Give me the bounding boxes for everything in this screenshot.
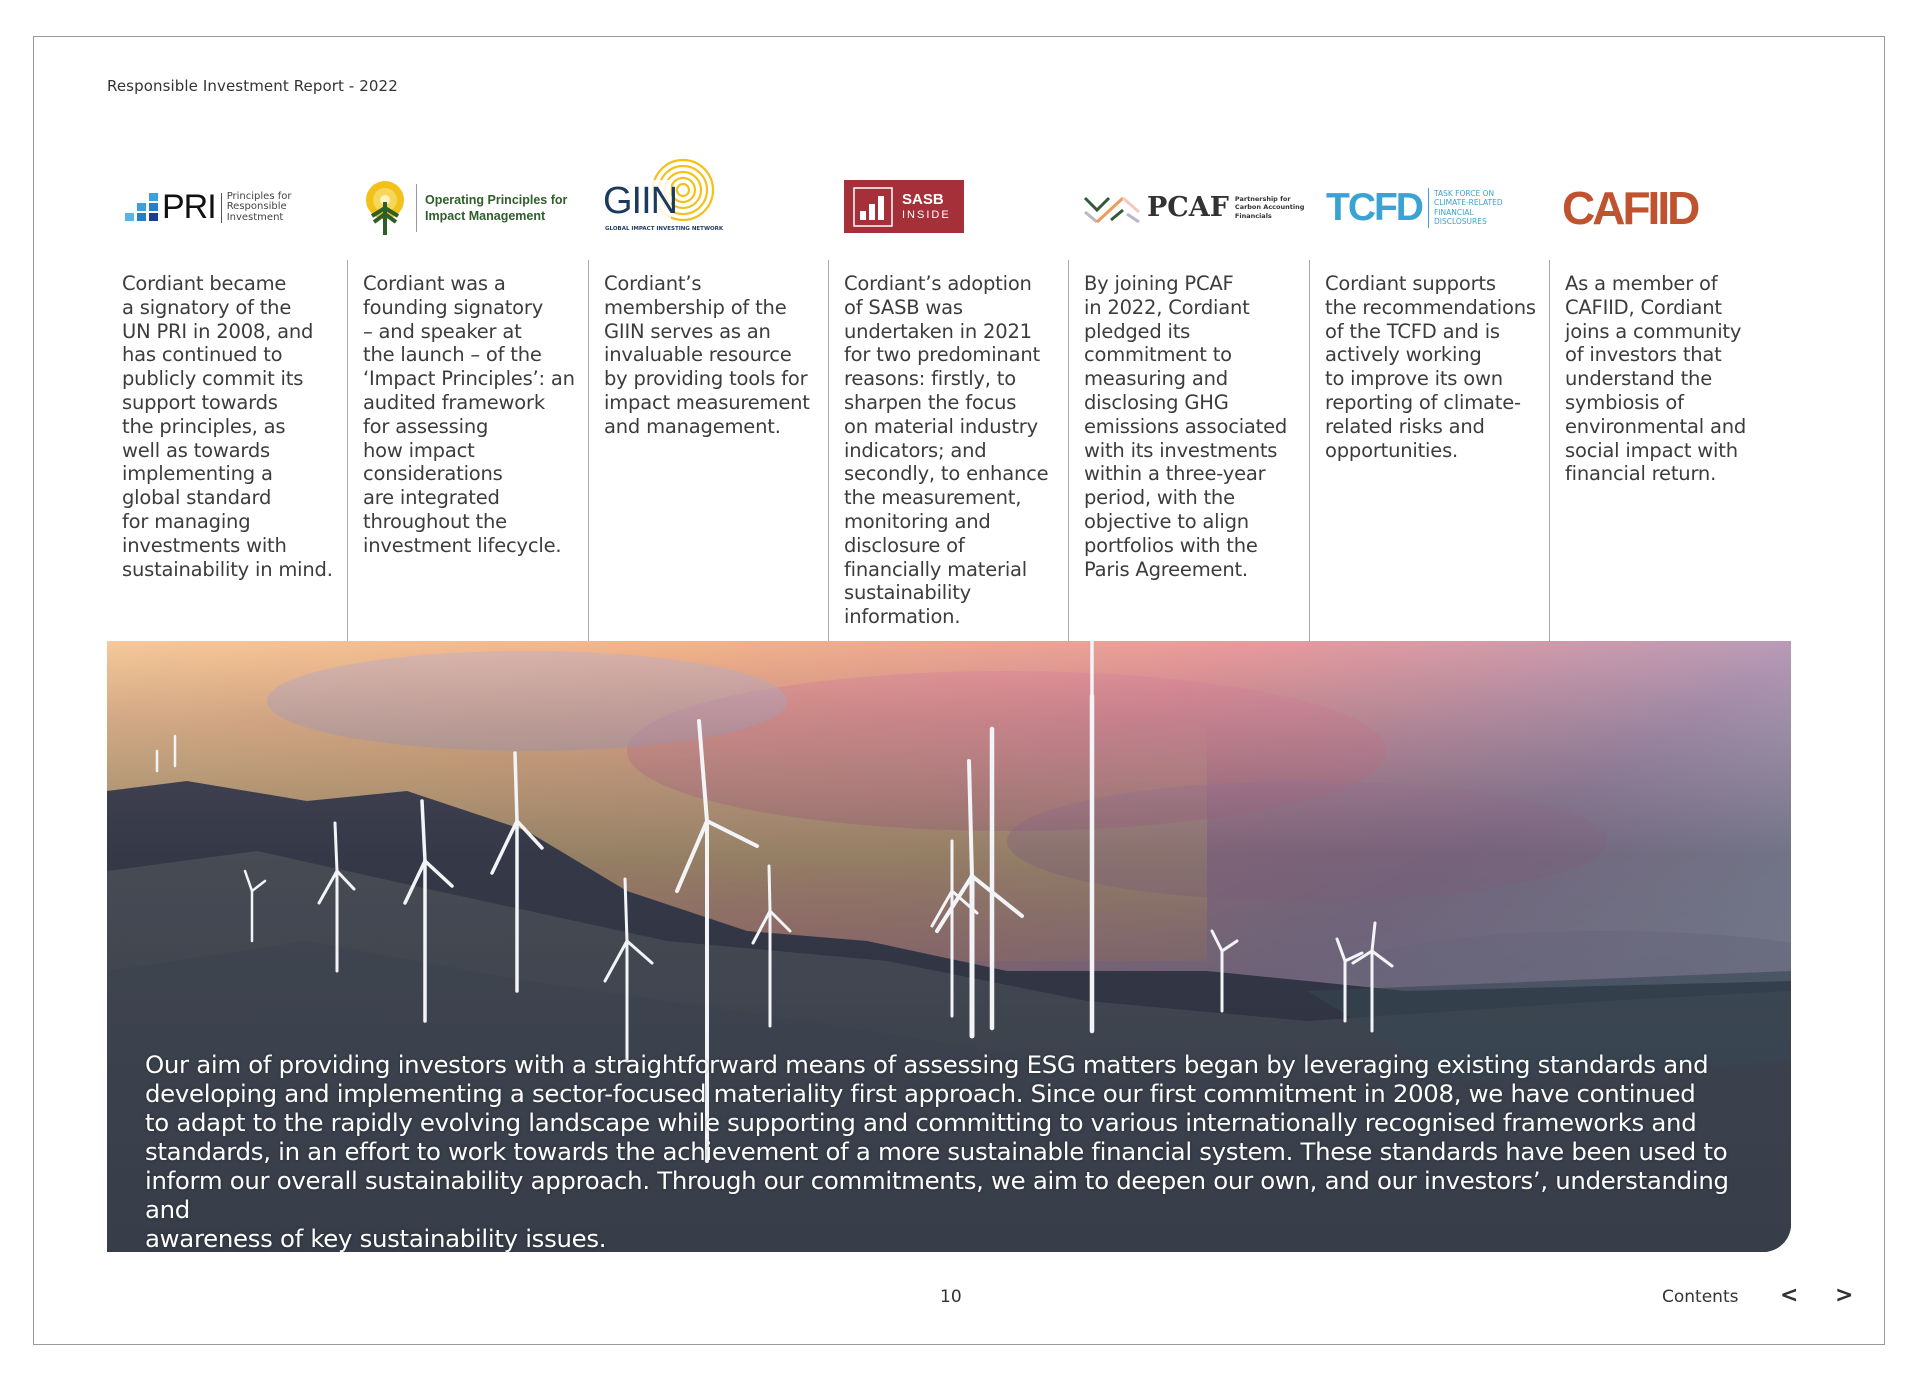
pcaf-line-2: Carbon Accounting xyxy=(1234,203,1305,212)
pri-line-1: Principles for xyxy=(226,190,292,202)
column-opim xyxy=(347,260,587,641)
report-header: Responsible Investment Report - 2022 xyxy=(107,77,398,95)
opim-tree-icon xyxy=(362,180,408,236)
tcfd-line-2: CLIMATE-RELATED xyxy=(1433,198,1503,207)
pri-bars-icon xyxy=(124,193,160,223)
previous-page-button[interactable]: < xyxy=(1780,1283,1799,1308)
pri-mark: PRI xyxy=(162,188,216,226)
column-sasb-text: Cordiant’s adoption of SASB was undertaken in 2021 for two predominant reasons: firstly, to sharpen the focus on material industry indicators; and secondly, to enhance the measurement, monitoring and disclosure of financially material sustainability information. xyxy=(844,272,1049,629)
column-pcaf xyxy=(1068,260,1308,641)
hero-paragraph: Our aim of providing investors with a straightforward means of assessing ESG matters began by leveraging existing standards and developing and implementing a sector-focused materiality first approach. Since our first commitment in 2008, we have continued to adapt to the rapidly evolving landscape while supporting and committing to various internationally recognised frameworks and standards, in an effort to work towards the achievement of a more sustainable financial system. These standards have been used to inform our overall sustainability approach. Through our commitments, we aim to deepen our own, and our investors’, understanding and awareness of key sustainability issues. xyxy=(145,1050,1729,1252)
tcfd-line-3: FINANCIAL xyxy=(1433,207,1474,217)
tcfd-line-4: DISCLOSURES xyxy=(1433,217,1487,226)
opim-divider xyxy=(416,184,417,232)
pcaf-logo xyxy=(1083,165,1304,250)
page-number: 10 xyxy=(940,1287,962,1307)
giin-logo xyxy=(603,158,733,238)
next-page-button[interactable]: > xyxy=(1835,1283,1854,1308)
column-pcaf-text: By joining PCAF in 2022, Cordiant pledged its commitment to measuring and disclosing GHG emissions associated with its investments within a three-year period, with the objective to align portfolios with the Paris Agreement. xyxy=(1084,272,1288,581)
giin-tagline: GLOBAL IMPACT INVESTING NETWORK xyxy=(605,226,724,232)
pcaf-mark: PCAF xyxy=(1147,192,1229,223)
tcfd-logo xyxy=(1326,165,1503,250)
opim-line-1: Operating Principles for xyxy=(425,192,568,207)
sasb-bars-icon xyxy=(853,187,893,227)
sasb-line-1: SASB xyxy=(902,190,944,208)
cafiid-logo xyxy=(1562,165,1697,250)
contents-link[interactable]: Contents xyxy=(1662,1287,1739,1307)
column-tcfd-text: Cordiant supports the recommendations of the TCFD and is actively working to improve its own reporting of climate- related risks and opportunities. xyxy=(1325,272,1536,462)
sasb-logo xyxy=(844,180,964,233)
pri-divider xyxy=(221,193,222,223)
tcfd-line-1: TASK FORCE ON xyxy=(1433,188,1495,198)
column-pri xyxy=(107,260,347,641)
column-giin xyxy=(588,260,828,641)
pri-line-3: Investment xyxy=(226,211,284,223)
cafiid-mark: CAFIID xyxy=(1562,181,1698,234)
column-giin-text: Cordiant’s membership of the GIIN serves as an invaluable resource by providing tools for impact measurement and management. xyxy=(604,272,810,438)
column-opim-text: Cordiant was a founding signatory – and speaker at the launch – of the ‘Impact Principles’: an audited framework for assessing how impact considerations are integrated throughout the investment lifecycle. xyxy=(363,272,575,557)
tcfd-divider xyxy=(1428,188,1429,228)
giin-mark: GIIN xyxy=(603,180,678,222)
opim-line-2: Impact Management xyxy=(425,208,546,223)
pcaf-line-3: Financials xyxy=(1234,211,1272,220)
column-cafiid xyxy=(1549,260,1789,641)
tcfd-mark: TCFD xyxy=(1326,185,1422,229)
pri-line-2: Responsible xyxy=(226,201,287,213)
wind-farm-image xyxy=(107,641,1791,1252)
column-tcfd xyxy=(1309,260,1549,641)
pcaf-chevrons-icon xyxy=(1083,192,1141,224)
column-sasb xyxy=(828,260,1068,641)
column-pri-text: Cordiant became a signatory of the UN PRI in 2008, and has continued to publicly commit its support towards the principles, as well as towards implementing a global standard for managing investments with sustainability in mind. xyxy=(122,272,333,581)
column-cafiid-text: As a member of CAFIID, Cordiant joins a community of investors that understand the symbiosis of environmental and social impact with financial return. xyxy=(1565,272,1747,486)
opim-logo xyxy=(362,165,567,250)
sasb-line-2: INSIDE xyxy=(902,208,951,221)
pcaf-line-1: Partnership for xyxy=(1234,194,1291,203)
pri-logo xyxy=(124,165,291,250)
